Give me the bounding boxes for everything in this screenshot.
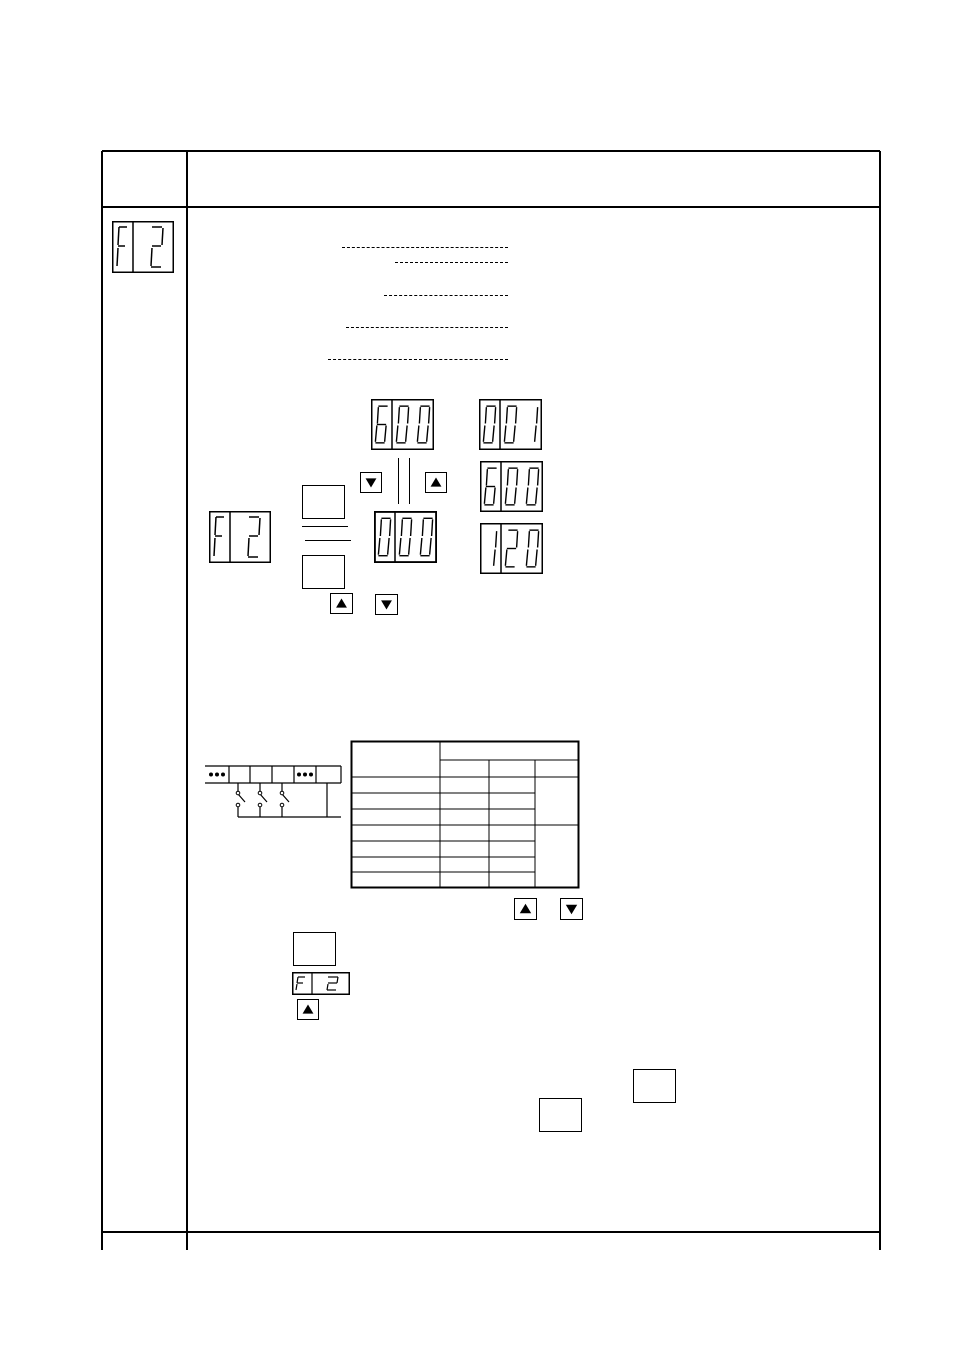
mode-key[interactable] — [293, 932, 336, 966]
down-arrow-button[interactable] — [375, 594, 398, 615]
terminal-switch-diagram — [205, 762, 345, 822]
segment-b — [517, 469, 518, 485]
down-arrow-button[interactable] — [560, 898, 583, 920]
segment-f — [401, 519, 402, 536]
segment-b — [516, 407, 517, 423]
up-arrow-button[interactable] — [330, 593, 353, 614]
header-col1-title — [104, 160, 184, 200]
mode-key[interactable] — [302, 485, 345, 519]
display-main-code — [209, 511, 271, 563]
segment-f — [377, 407, 378, 423]
display-value-top — [371, 399, 434, 450]
divider-line — [305, 540, 351, 541]
up-arrow-button[interactable] — [297, 999, 319, 1020]
up-arrow-icon — [298, 1000, 318, 1019]
leader-line — [384, 295, 508, 296]
display-small-code — [292, 972, 350, 995]
segment-b — [537, 407, 538, 423]
setting-table — [350, 740, 581, 891]
leader-line — [328, 359, 508, 360]
segment-f — [507, 469, 508, 485]
mode-key[interactable] — [539, 1098, 582, 1132]
connector-line — [398, 458, 399, 504]
section-code-display — [112, 221, 174, 273]
segment-f — [422, 519, 423, 536]
down-arrow-icon — [561, 899, 582, 919]
segment-b — [408, 407, 409, 423]
segment-f — [486, 469, 487, 485]
down-arrow-icon — [361, 473, 381, 492]
up-arrow-icon — [426, 473, 446, 492]
segment-f — [380, 519, 381, 536]
segment-f — [419, 407, 420, 423]
header-col2-title — [190, 160, 870, 200]
set-key[interactable] — [302, 555, 345, 589]
up-arrow-button[interactable] — [425, 472, 447, 493]
up-arrow-button[interactable] — [514, 898, 537, 920]
segment-b — [538, 469, 539, 485]
segment-f — [528, 531, 529, 547]
up-arrow-icon — [515, 899, 536, 919]
leader-line — [346, 327, 508, 328]
segment-f — [398, 407, 399, 423]
segment-b — [517, 531, 518, 547]
segment-b — [390, 519, 391, 536]
segment-f — [506, 407, 507, 423]
display-option-3 — [480, 523, 543, 574]
display-option-2 — [480, 461, 543, 512]
down-arrow-icon — [376, 595, 397, 614]
down-arrow-button[interactable] — [360, 472, 382, 493]
segment-b — [496, 531, 497, 547]
leader-line — [395, 262, 508, 263]
segment-b — [538, 531, 539, 547]
set-key[interactable] — [633, 1069, 676, 1103]
display-value-current — [374, 511, 437, 563]
divider-line — [302, 526, 348, 527]
segment-f — [485, 407, 486, 423]
connector-line — [409, 458, 410, 504]
segment-b — [411, 519, 412, 536]
segment-b — [429, 407, 430, 423]
segment-b — [432, 519, 433, 536]
leader-line — [342, 247, 508, 248]
display-option-1 — [479, 399, 542, 450]
segment-f — [528, 469, 529, 485]
up-arrow-icon — [331, 594, 352, 613]
segment-b — [495, 407, 496, 423]
